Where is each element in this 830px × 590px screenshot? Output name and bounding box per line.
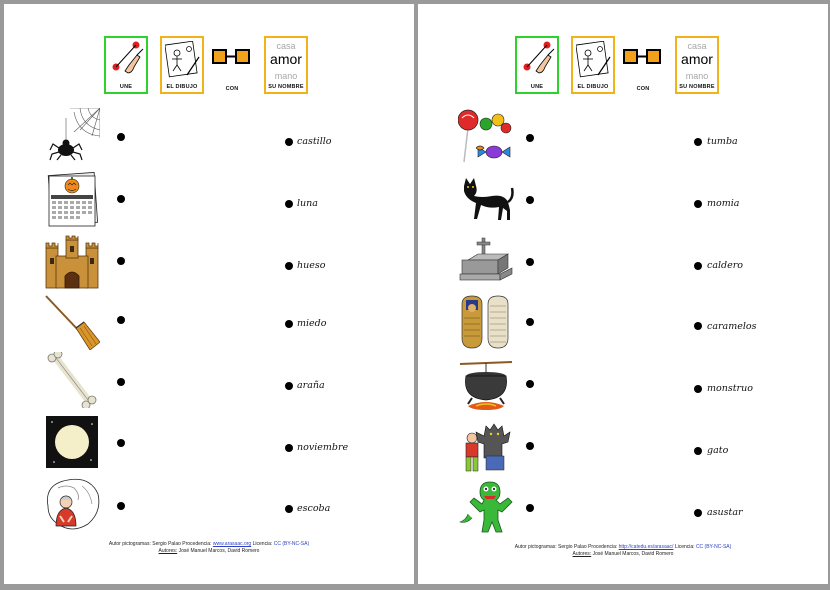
instruction-card-con <box>621 36 665 94</box>
cauldron-icon <box>458 356 514 412</box>
spider-web-icon <box>44 108 100 164</box>
match-dot[interactable] <box>526 134 534 142</box>
broom-icon <box>44 294 100 350</box>
label-une: UNE <box>530 84 544 90</box>
green-monster-icon <box>458 478 514 534</box>
word-label: luna <box>297 198 318 209</box>
bone-icon <box>44 352 100 408</box>
connector-icon <box>211 42 251 82</box>
match-dot[interactable] <box>526 380 534 388</box>
label-une: UNE <box>119 84 133 90</box>
match-dot[interactable] <box>694 385 702 393</box>
match-dot[interactable] <box>117 502 125 510</box>
word-label: asustar <box>707 507 743 518</box>
name-example-bottom: mano <box>685 71 709 81</box>
match-dot[interactable] <box>694 138 702 146</box>
drawing-icon <box>576 41 612 79</box>
label-su-nombre: SU NOMBRE <box>679 84 715 90</box>
word-label: caldero <box>707 260 743 271</box>
match-dot[interactable] <box>694 447 702 455</box>
match-dot[interactable] <box>117 133 125 141</box>
match-dot[interactable] <box>285 320 293 328</box>
word-label: noviembre <box>297 442 349 453</box>
label-su-nombre: SU NOMBRE <box>268 84 304 90</box>
word-label: gato <box>707 445 729 456</box>
word-label: caramelos <box>707 321 757 332</box>
credits-footer: Autor pictogramas: Sergio Palao Procedencia: www.arasaac.org Licencia: CC (BY-NC-SA) Autores: José Manuel Marcos, David Romero <box>108 541 310 554</box>
label-con: CON <box>225 86 239 92</box>
match-dot[interactable] <box>285 262 293 270</box>
instruction-card-nombre <box>675 36 719 94</box>
match-dot[interactable] <box>117 439 125 447</box>
match-dot[interactable] <box>526 196 534 204</box>
instruction-card-une <box>515 36 559 94</box>
calendar-pumpkin-icon <box>44 172 100 228</box>
match-dot[interactable] <box>526 504 534 512</box>
name-example-main: amor <box>681 51 713 67</box>
match-dot[interactable] <box>694 200 702 208</box>
connect-dots-icon <box>109 41 145 79</box>
drawing-icon <box>165 41 201 79</box>
license-link[interactable]: CC (BY-NC-SA) <box>273 541 310 547</box>
monster-scaring-icon <box>458 416 514 472</box>
license-link[interactable]: CC (BY-NC-SA) <box>695 544 732 550</box>
match-dot[interactable] <box>285 505 293 513</box>
worksheet-page-right <box>418 4 828 584</box>
match-dot[interactable] <box>694 509 702 517</box>
match-dot[interactable] <box>117 316 125 324</box>
connector-icon <box>622 42 662 82</box>
word-label: hueso <box>297 260 326 271</box>
match-dot[interactable] <box>117 257 125 265</box>
instruction-card-dibujo <box>571 36 615 94</box>
match-dot[interactable] <box>526 442 534 450</box>
match-dot[interactable] <box>694 262 702 270</box>
label-el-dibujo: EL DIBUJO <box>577 84 609 90</box>
match-dot[interactable] <box>526 318 534 326</box>
worksheet-page-left <box>4 4 414 584</box>
name-example-bottom: mano <box>274 71 298 81</box>
match-dot[interactable] <box>285 138 293 146</box>
source-link[interactable]: www.arasaac.org <box>212 541 252 547</box>
match-dot[interactable] <box>285 444 293 452</box>
candies-icon <box>458 108 514 164</box>
instruction-card-dibujo <box>160 36 204 94</box>
black-cat-icon <box>458 172 514 228</box>
name-example-top: casa <box>687 41 707 51</box>
name-example-top: casa <box>276 41 296 51</box>
credits-footer: Autor pictogramas: Sergio Palao Procedencia: http://catedu.es/arasaac/ Licencia: CC (BY-NC-SA) Autores: José Manuel Marcos, David Romero <box>514 544 732 557</box>
match-dot[interactable] <box>285 382 293 390</box>
scared-person-icon <box>44 476 100 532</box>
instruction-card-une <box>104 36 148 94</box>
word-label: momia <box>707 198 740 209</box>
source-link[interactable]: http://catedu.es/arasaac/ <box>618 544 674 550</box>
word-label: tumba <box>707 136 738 147</box>
tomb-icon <box>458 234 514 290</box>
mummies-icon <box>458 294 514 350</box>
label-el-dibujo: EL DIBUJO <box>166 84 198 90</box>
castle-icon <box>44 234 100 290</box>
connect-dots-icon <box>520 41 556 79</box>
instruction-card-nombre <box>264 36 308 94</box>
match-dot[interactable] <box>117 195 125 203</box>
word-label: escoba <box>297 503 331 514</box>
name-example-main: amor <box>270 51 302 67</box>
full-moon-icon <box>44 414 100 470</box>
word-label: castillo <box>297 136 332 147</box>
word-label: miedo <box>297 318 327 329</box>
instruction-card-con <box>210 36 254 94</box>
label-con: CON <box>636 86 650 92</box>
match-dot[interactable] <box>526 258 534 266</box>
match-dot[interactable] <box>117 378 125 386</box>
match-dot[interactable] <box>694 322 702 330</box>
word-label: monstruo <box>707 383 753 394</box>
word-label: araña <box>297 380 325 391</box>
match-dot[interactable] <box>285 200 293 208</box>
